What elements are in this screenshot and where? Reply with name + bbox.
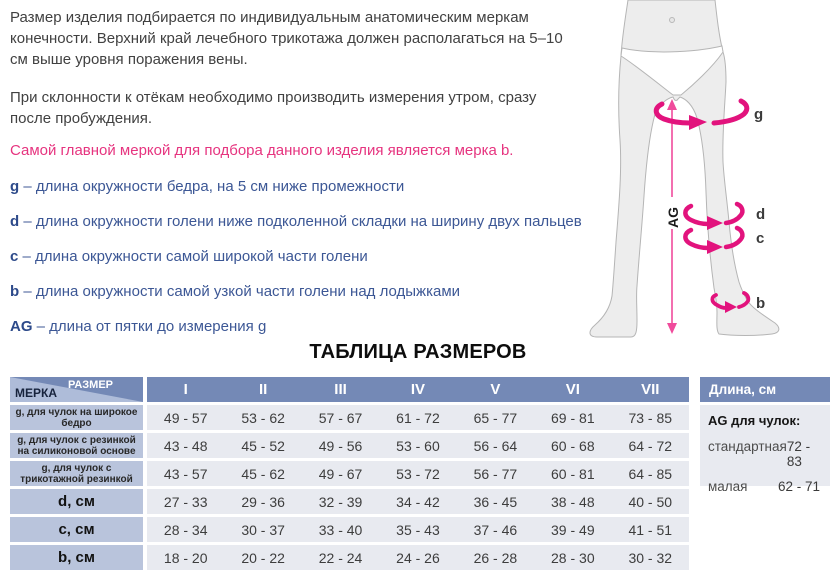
diagram-label-c: c [756, 230, 765, 247]
size-column-header: VII [641, 381, 660, 398]
paragraph-measurement-rules [10, 7, 610, 70]
paragraph-line: после пробуждения. [10, 110, 153, 127]
definition-text: – длина окружности самой широкой части голени [22, 248, 368, 265]
length-panel-body [700, 405, 830, 494]
paragraph-line: Размер изделия подбирается по индивидуальным анатомическим меркам [10, 9, 529, 26]
paragraph-line: см выше уровня поражения вены. [10, 51, 248, 68]
value-cell: 41 - 51 [628, 521, 673, 538]
definition-term: d [10, 213, 20, 230]
diagram-label-d: d [756, 206, 766, 223]
definition-term: g [10, 178, 20, 195]
length-row-value: 62 - 71 [777, 479, 820, 494]
value-cell: 39 - 49 [551, 521, 595, 538]
value-cell: 45 - 52 [241, 437, 285, 454]
size-table-header [10, 377, 689, 402]
table-row [10, 545, 689, 570]
definition-item [10, 246, 610, 267]
definition-term: b [10, 283, 20, 300]
definition-item [10, 176, 610, 197]
value-cell: 53 - 62 [241, 409, 285, 426]
length-panel-row [708, 439, 820, 469]
definition-text: – длина окружности голени ниже подколенной складки на ширину двух пальцев [23, 213, 582, 230]
value-cell: 27 - 33 [163, 493, 208, 510]
value-cell: 32 - 39 [318, 493, 363, 510]
value-cell: 61 - 72 [396, 409, 440, 426]
value-cell: 56 - 77 [473, 465, 518, 482]
size-column-header: IV [410, 381, 426, 398]
leg-silhouette-shape [590, 0, 779, 337]
value-cell: 43 - 48 [163, 437, 208, 454]
size-columns-bar [147, 377, 689, 402]
value-cell: 28 - 34 [163, 521, 208, 538]
length-panel-row [708, 479, 820, 494]
definition-term: AG [10, 318, 33, 335]
definition-text: – длина окружности самой узкой части голени над лодыжками [23, 283, 461, 300]
value-cell: 37 - 46 [473, 521, 518, 538]
measurement-definitions-list [10, 176, 610, 337]
diagram-label-b: b [756, 295, 766, 312]
row-values-bar [147, 433, 689, 458]
size-column-header: III [334, 381, 347, 398]
value-cell: 18 - 20 [163, 549, 208, 566]
row-label-cell: g, для чулок на широкое бедро [10, 405, 143, 430]
definition-item [10, 281, 610, 302]
value-cell: 60 - 81 [551, 465, 595, 482]
value-cell: 34 - 42 [396, 493, 440, 510]
length-row-label: малая [708, 479, 748, 494]
value-cell: 53 - 72 [396, 465, 440, 482]
value-cell: 69 - 81 [551, 409, 595, 426]
row-label-cell: b, см [10, 545, 143, 570]
value-cell: 29 - 36 [241, 493, 285, 510]
value-cell: 56 - 64 [473, 437, 518, 454]
value-cell: 73 - 85 [628, 409, 673, 426]
paragraph-line: конечности. Верхний край лечебного трикотажа должен располагаться на 5–10 [10, 30, 563, 47]
value-cell: 20 - 22 [241, 549, 285, 566]
value-cell: 43 - 57 [163, 465, 208, 482]
paragraph-morning-measurement [10, 87, 610, 129]
leg-diagram-svg [586, 0, 836, 345]
definition-term: c [10, 248, 19, 265]
value-cell: 26 - 28 [473, 549, 518, 566]
value-cell: 22 - 24 [318, 549, 363, 566]
row-values-bar [147, 489, 689, 514]
value-cell: 45 - 62 [241, 465, 285, 482]
intro-text-block [10, 7, 610, 351]
value-cell: 36 - 45 [473, 493, 518, 510]
row-label-cell: g, для чулок с резинкой на силиконовой основе [10, 433, 143, 458]
value-cell: 33 - 40 [318, 521, 363, 538]
length-panel-heading: AG для чулок: [708, 413, 801, 428]
size-column-header: I [183, 381, 188, 398]
length-panel [700, 377, 830, 494]
table-row [10, 433, 689, 458]
table-row [10, 517, 689, 542]
row-label-cell: c, см [10, 517, 143, 542]
row-values-bar [147, 517, 689, 542]
length-panel-rows [708, 439, 820, 494]
value-cell: 53 - 60 [396, 437, 440, 454]
row-values-bar [147, 545, 689, 570]
definition-text: – длина окружности бедра, на 5 см ниже промежности [23, 178, 405, 195]
leg-measurement-diagram [586, 0, 836, 345]
value-cell: 57 - 67 [318, 409, 363, 426]
value-cell: 28 - 30 [551, 549, 595, 566]
corner-label-size: РАЗМЕР [67, 379, 114, 391]
size-table [10, 377, 689, 571]
size-table-title: ТАБЛИЦА РАЗМЕРОВ [309, 341, 527, 363]
value-cell: 40 - 50 [628, 493, 673, 510]
definition-item [10, 316, 610, 337]
size-column-header: II [258, 381, 268, 398]
value-cell: 24 - 26 [396, 549, 440, 566]
value-cell: 65 - 77 [473, 409, 518, 426]
length-row-label: стандартная [708, 439, 787, 454]
value-cell: 30 - 32 [628, 549, 673, 566]
definition-text: – длина от пятки до измерения g [36, 318, 267, 335]
size-column-header: VI [565, 381, 580, 398]
navel-mark [670, 18, 675, 23]
size-table-rows [10, 405, 689, 570]
row-values-bar [147, 461, 689, 486]
size-column-header: V [490, 381, 501, 398]
value-cell: 49 - 57 [163, 409, 208, 426]
value-cell: 35 - 43 [396, 521, 440, 538]
value-cell: 49 - 67 [318, 465, 363, 482]
row-label-cell: d, см [10, 489, 143, 514]
corner-label-measure: МЕРКА [15, 386, 57, 400]
definition-item [10, 211, 610, 232]
value-cell: 38 - 48 [551, 493, 595, 510]
highlight-main-measurement: Самой главной меркой для подбора данного изделия является мерка b. [10, 142, 514, 159]
table-corner-cell [10, 377, 143, 402]
diagram-label-ag: AG [665, 207, 681, 228]
row-values-bar [147, 405, 689, 430]
value-cell: 60 - 68 [551, 437, 595, 454]
table-row [10, 405, 689, 430]
length-panel-header: Длина, см [700, 377, 830, 402]
value-cell: 64 - 72 [628, 437, 673, 454]
row-label-cell: g, для чулок с трикотажной резинкой [10, 461, 143, 486]
table-row [10, 461, 689, 486]
length-row-value: 72 - 83 [786, 439, 811, 469]
value-cell: 30 - 37 [241, 521, 285, 538]
table-row [10, 489, 689, 514]
paragraph-line: При склонности к отёкам необходимо производить измерения утром, сразу [10, 89, 537, 106]
diagram-label-g: g [754, 106, 764, 123]
value-cell: 49 - 56 [318, 437, 363, 454]
value-cell: 64 - 85 [628, 465, 673, 482]
